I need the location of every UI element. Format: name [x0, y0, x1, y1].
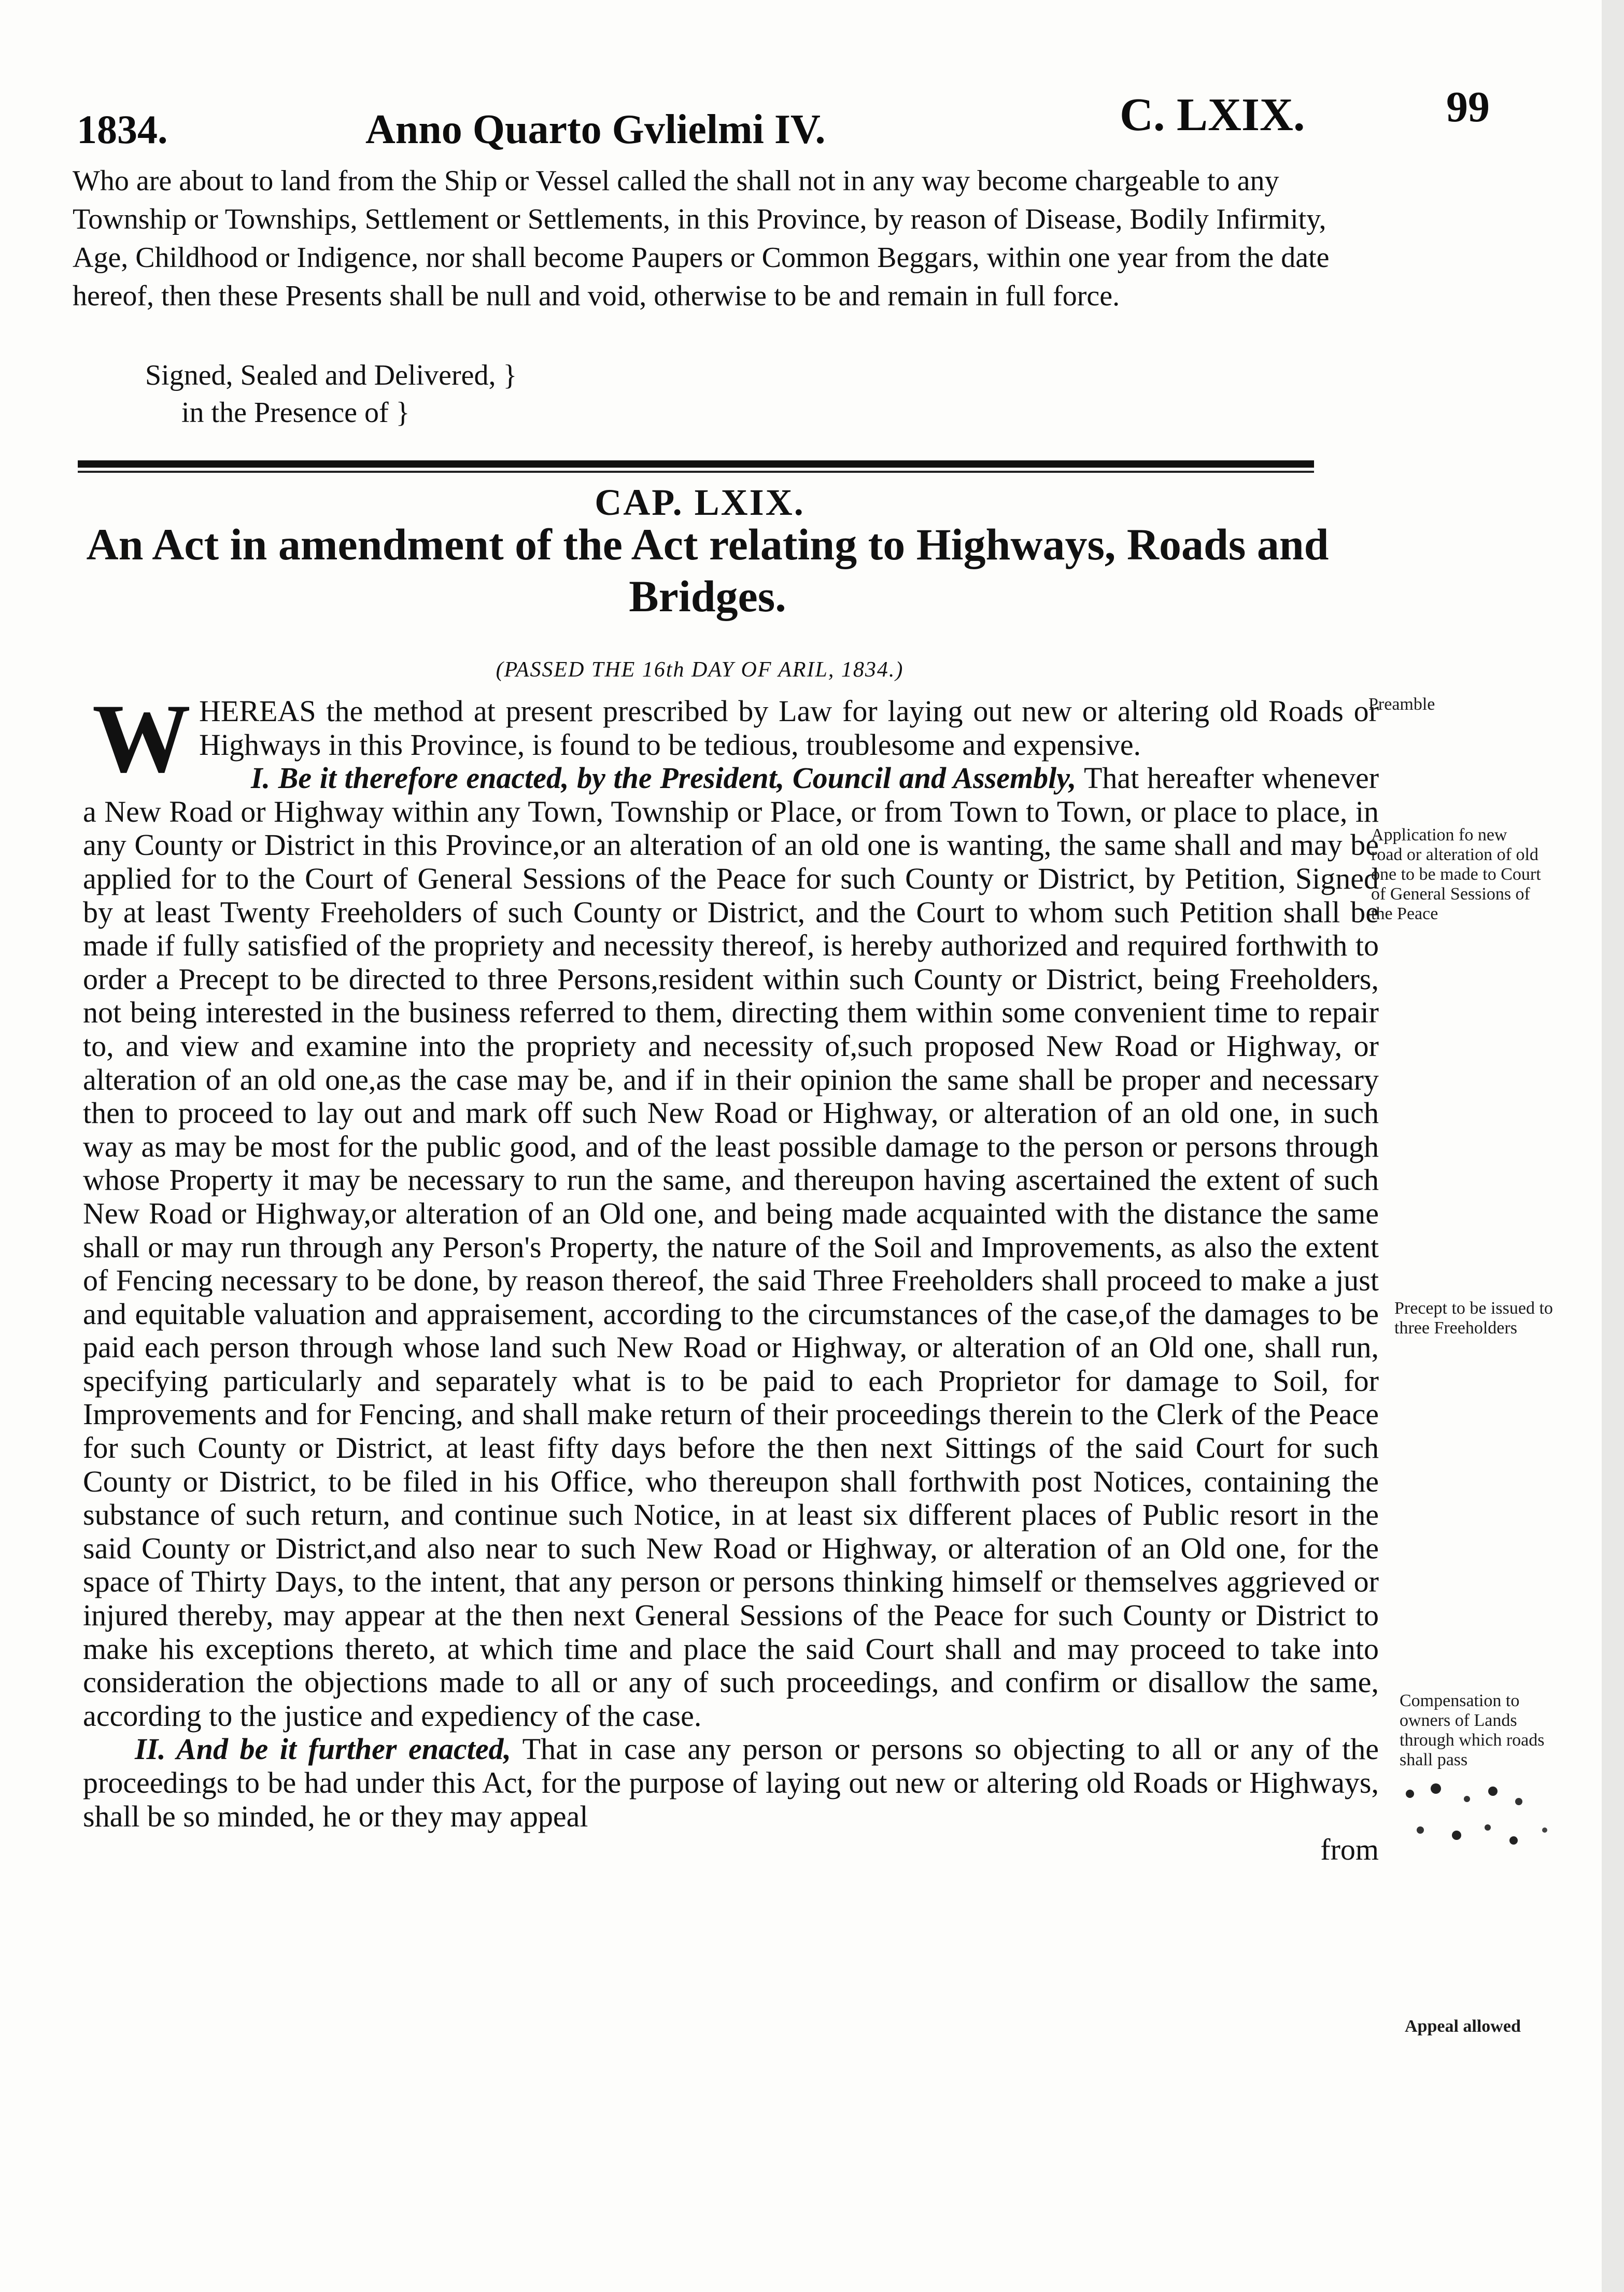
- section-2-enacting-clause: II. And be it further enacted,: [135, 1732, 512, 1766]
- act-title: An Act in amendment of the Act relating to Highways, Roads and Bridges.: [86, 519, 1329, 621]
- margin-note-precept: Precept to be issued to three Freeholders: [1394, 1299, 1553, 1338]
- margin-note-application: Application fo new road or alteration of old one to be made to Court of General Sessions of the Peace: [1371, 825, 1541, 923]
- page-number: 99: [1446, 83, 1490, 131]
- section-1-enacting-clause: I. Be it therefore enacted, by the President, Council and Assembly,: [251, 761, 1077, 795]
- act-body: [83, 684, 1379, 1867]
- preamble-text: HEREAS the method at present prescribed by Law for laying out new or altering old Roads or Highways in this Province, is found to be tedious, troublesome and expensive.: [199, 694, 1379, 762]
- section-1: [83, 762, 1379, 1733]
- section-1-text: That hereafter whenever a New Road or Highway within any Town, Township or Place, or from Town to Town, or place to place, in any County or District in this Province,or an alteration of an old one is wanting, the same shall and may be applied for to the Court of General Sessions of the Peace for such County or District, by Petition, Signed by at least Twenty Freeholders of such County or District, and the Court to whom such Petition shall be made if fully satisfied of the propriety and necessity thereof, is hereby authorized and required forthwith to order a Precept to be directed to three Persons,resident within such County or District, being Freeholders, not being interested in the business referred to them, directing them within some convenient time to repair to, and view and examine into the propriety and necessity of,such proposed New Road or Highway, or alteration of an old one,as the case may be, and if in their opinion the same shall be proper and necessary then to proceed to lay out and mark off such New Road or Highway, or alteration of an old one, in such way as may be most for the public good, and of the least possible damage to the person or persons through whose Property it may be necessary to run the same, and thereupon having ascertained the extent of such New Road or Highway,or alteration of an Old one, and being made acquainted with the distance the same shall or may run through any Person's Property, the nature of the Soil and Improvements, as also the extent of Fencing necessary to be done, by reason thereof, the said Three Freeholders shall proceed to make a just and equitable valuation and appraisement, according to the circumstances of the case,of the damages to be paid each person through whose land such New Road or Highway, or alteration of an Old one, shall run, specifying particularly and separately what is to be paid to each Proprietor for damage to Soil, for Improvements and for Fencing, and shall make return of their proceedings therein to the Clerk of the Peace for such County or District, at least fifty days before the then next Sittings of the said Court for such County or District, to be filed in his Office, who thereupon shall forthwith post Notices, containing the substance of such return, and continue such Notice, in at least six different places of Public resort in the said County or District,and also near to such New Road or Highway, or alteration of an Old one, for the space of Thirty Days, to the intent, that any person or persons thinking himself or themselves aggrieved or injured thereby, may appear at the then next General Sessions of the Peace for such County or District to make his exceptions thereto, at which time and place the said Court shall and may proceed to take into consideration the objections made to all or any of such proceedings, and confirm or disallow the same, according to the justice and expediency of the case.: [83, 761, 1379, 1733]
- section-divider: [78, 460, 1314, 468]
- previous-form-paragraph: Who are about to land from the Ship or Vessel called the shall not in any way become chargeable to any Township or Townships, Settlement or Settlements, in this Province, by reason of Disease, Bodily Infirmity, Age, Childhood or Indigence, nor shall become Paupers or Common Beggars, within one year from the date hereof, then these Presents shall be null and void, otherwise to be and remain in full force.: [73, 165, 1330, 312]
- signature-line-1: Signed, Sealed and Delivered, }: [145, 359, 517, 391]
- header-year: 1834.: [77, 107, 168, 152]
- chapter-heading: CAP. LXIX.: [595, 482, 805, 523]
- margin-note-preamble: Preamble: [1368, 695, 1435, 714]
- header-title: Anno Quarto Gvlielmi IV.: [365, 107, 826, 152]
- catchword: from: [1320, 1833, 1379, 1867]
- section-2: [83, 1733, 1379, 1833]
- header-chapter: C. LXIX.: [1120, 89, 1305, 140]
- scan-edge: [1602, 0, 1624, 2292]
- drop-cap: W: [92, 684, 191, 793]
- ink-smudge: [1389, 1763, 1576, 1866]
- signature-block: [145, 357, 517, 431]
- previous-form-text: [73, 162, 1332, 315]
- margin-note-appeal: Appeal allowed: [1405, 2017, 1521, 2036]
- margin-note-compensation: Compensation to owners of Lands through which roads shall pass: [1400, 1691, 1545, 1769]
- section-divider-thin: [78, 471, 1314, 473]
- signature-line-2: in the Presence of }: [181, 397, 410, 429]
- passed-date: (PASSED THE 16th DAY OF ARIL, 1834.): [496, 658, 904, 682]
- section-2-text: That in case any person or persons so objecting to all or any of the proceedings to be had under this Act, for the purpose of laying out new or altering old Roads or Highways, shall be so minded, he or they may appeal: [83, 1732, 1379, 1833]
